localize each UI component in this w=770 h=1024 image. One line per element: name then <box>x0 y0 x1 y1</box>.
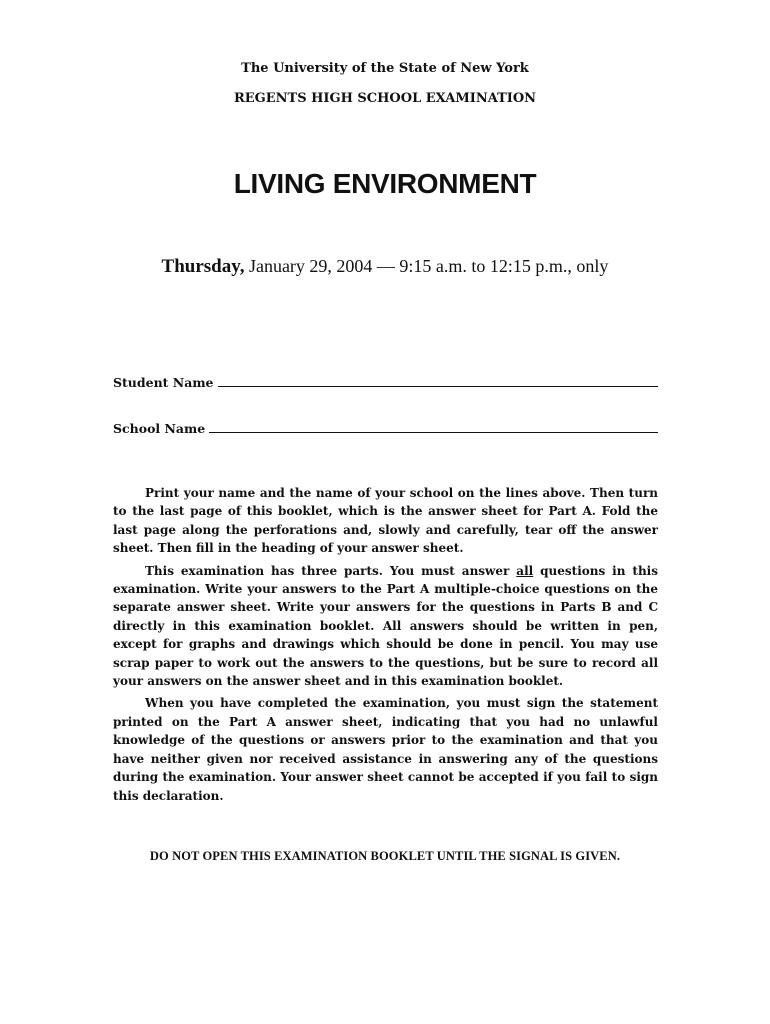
instructions-paragraph-3: When you have completed the examination, you must sign the statement printed on the Part A answer sheet, indicating that you had no unlawful knowledge of the questions or answers prior to the examination and that you have neither given nor received assistance in answering any of the questions during the examination. Your answer sheet cannot be accepted if you fail to sign this declaration. <box>113 696 658 803</box>
exam-day: Thursday, <box>161 256 245 277</box>
instructions-paragraph-2 <box>113 562 658 691</box>
student-name-label: Student Name <box>113 375 214 390</box>
instructions-paragraph-1: Print your name and the name of your school on the lines above. Then turn to the last page of this booklet, which is the answer sheet for Part A. Fold the last page along the perforations and, slowly and carefully, tear off the answer sheet. Then fill in the heading of your answer sheet. <box>113 486 658 556</box>
school-name-field <box>113 418 658 436</box>
instructions <box>113 484 658 809</box>
instructions-paragraph-2-end: questions in this examination. Write your answers to the Part A multiple-choice questions on the separate answer sheet. Write your answers for the questions in Parts B and C directly in this examination booklet. All answers should be written in pen, except for graphs and drawings which should be done in pencil. You may use scrap paper to work out the answers to the questions, but be sure to record all your answers on the answer sheet and in this examination booklet. <box>113 563 658 689</box>
university-name: The University of the State of New York <box>241 61 529 76</box>
school-name-label: School Name <box>113 421 206 436</box>
exam-type: REGENTS HIGH SCHOOL EXAMINATION <box>233 91 537 106</box>
do-not-open-warning: DO NOT OPEN THIS EXAMINATION BOOKLET UNTIL THE SIGNAL IS GIVEN. <box>149 849 621 863</box>
instructions-paragraph-2-start: This examination has three parts. You must answer <box>145 563 517 578</box>
instructions-emphasis-all: all <box>516 563 534 578</box>
page-title: LIVING ENVIRONMENT <box>233 168 537 199</box>
school-name-blank-line <box>209 431 658 433</box>
student-name-field <box>113 372 658 390</box>
exam-date-line <box>0 256 770 278</box>
exam-date-time: January 29, 2004 — 9:15 a.m. to 12:15 p.m., only <box>244 256 609 276</box>
student-name-blank-line <box>218 385 658 387</box>
